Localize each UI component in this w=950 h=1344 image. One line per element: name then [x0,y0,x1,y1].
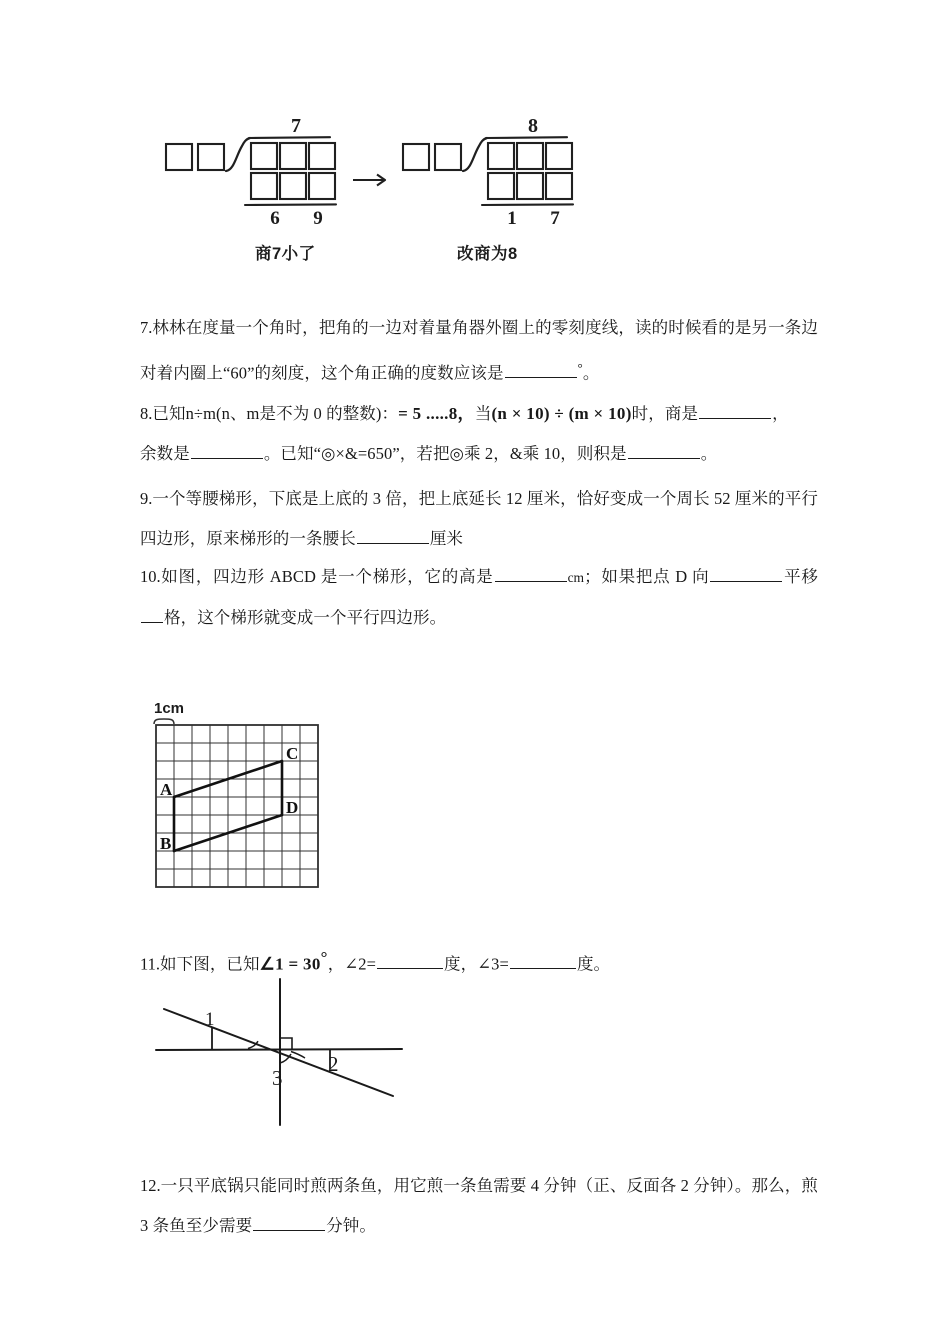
question-12-unit: 分钟。 [326,1215,376,1235]
question-8-expression-3: m × 10 [574,403,626,423]
question-8-divide-op: ) ÷ ( [543,403,575,423]
angle-label-3: 3 [272,1066,283,1090]
question-11-text-c: 度，∠3= [444,954,509,973]
angle-label-2: 2 [328,1052,339,1076]
right-remainder-digit-2: 7 [550,208,560,229]
right-remainder-digit-1: 1 [507,208,517,229]
division-caption-left: 商7小了 [255,245,316,263]
angle-label-1: 1 [205,1009,215,1030]
question-8-text: 已知n÷m(n、m是不为 0 的整数)： [152,403,399,423]
question-8 [140,394,818,474]
question-9-unit: 厘米 [429,528,464,548]
question-10-unit: cm [567,569,585,585]
question-11-text-b: ，∠2= [327,954,377,973]
question-7 [140,308,818,394]
question-12-number: 12. [140,1175,161,1195]
question-8-product-blank[interactable] [628,441,700,459]
question-10-text: 如图，四边形 ABCD 是一个梯形，它的高是 [160,566,494,586]
question-10-number: 10. [140,566,161,586]
left-quotient: 7 [291,115,301,137]
question-8-text-b: 时，商是 [631,403,699,423]
question-9-text: 一个等腰梯形，下底是上底的 3 倍，把上底延长 12 厘米，恰好变成一个周长 52 厘米的平行四边形，原来梯形的一条腰长 [140,488,818,548]
question-10-cells-blank[interactable] [141,605,163,623]
division-caption-right: 改商为8 [457,245,518,263]
right-quotient: 8 [528,115,538,137]
question-11-text: 如下图，已知 [160,954,260,973]
question-10-direction-blank[interactable] [710,564,782,582]
question-8-number: 8. [140,403,153,423]
question-7-number: 7. [140,317,153,337]
question-7-text-end: 。 [582,363,600,382]
question-11-number: 11. [140,954,161,973]
question-7-text: 林林在度量一个角时，把角的一边对着量角器外圈上的零刻度线，读的时候看的是另一条边对着内圈上“60”的刻度，这个角正确的度数应该是 [140,317,818,382]
question-8-paren-close: ) [625,403,632,423]
question-8-expression-2: n × 10 [497,403,544,423]
question-8-quotient-blank[interactable] [699,401,771,419]
question-10 [140,557,818,638]
question-10-text-d: 格，这个梯形就变成一个平行四边形。 [164,607,447,627]
question-11-degree-symbol: ° [320,947,328,967]
question-8-text-e: 。已知“◎×&=650”，若把◎乘 2，&乘 10，则积是 [263,443,627,463]
question-10-height-blank[interactable] [495,564,567,582]
question-11-angle2-blank[interactable] [377,952,443,970]
angles-figure [150,975,410,1130]
question-11-text-d: 度。 [576,954,611,973]
question-8-expression-1: = 5 .....8， [398,403,475,423]
vertex-label-c: C [286,744,299,763]
left-remainder-digit-1: 6 [270,208,280,229]
vertex-label-a: A [160,780,173,799]
question-8-text-d: 余数是 [140,443,190,463]
question-12-answer-blank[interactable] [253,1213,325,1231]
vertex-label-d: D [286,798,299,817]
question-11-given-angle: ∠1 = 30 [259,954,321,973]
question-8-remainder-blank[interactable] [191,441,263,459]
right-angle-marker [280,1038,292,1050]
grid-trapezoid-figure [140,697,350,912]
question-8-dang: 当 [474,403,492,423]
vertex-label-b: B [160,834,172,853]
question-8-text-f: 。 [700,443,718,463]
question-10-text-b: ；如果把点 D 向 [584,566,710,586]
question-8-paren-open: ( [491,403,498,423]
question-8-text-c: ， [772,403,789,423]
transform-arrow [353,175,385,186]
question-12-text: 一只平底锅只能同时煎两条鱼，用它煎一条鱼需要 4 分钟（正、反面各 2 分钟）。那么，煎 3 条鱼至少需要 [140,1175,818,1235]
question-9 [140,479,818,559]
degree-symbol: ° [577,359,583,375]
question-11-angle3-blank[interactable] [510,952,576,970]
question-7-answer-blank[interactable] [505,361,577,379]
grid-unit-label: 1cm [154,700,185,717]
question-12 [140,1166,818,1246]
question-10-text-c: 平移 [783,566,818,586]
left-remainder-digit-2: 9 [313,208,323,229]
long-division-figure [150,112,590,277]
question-9-number: 9. [140,488,153,508]
question-9-answer-blank[interactable] [357,526,429,544]
